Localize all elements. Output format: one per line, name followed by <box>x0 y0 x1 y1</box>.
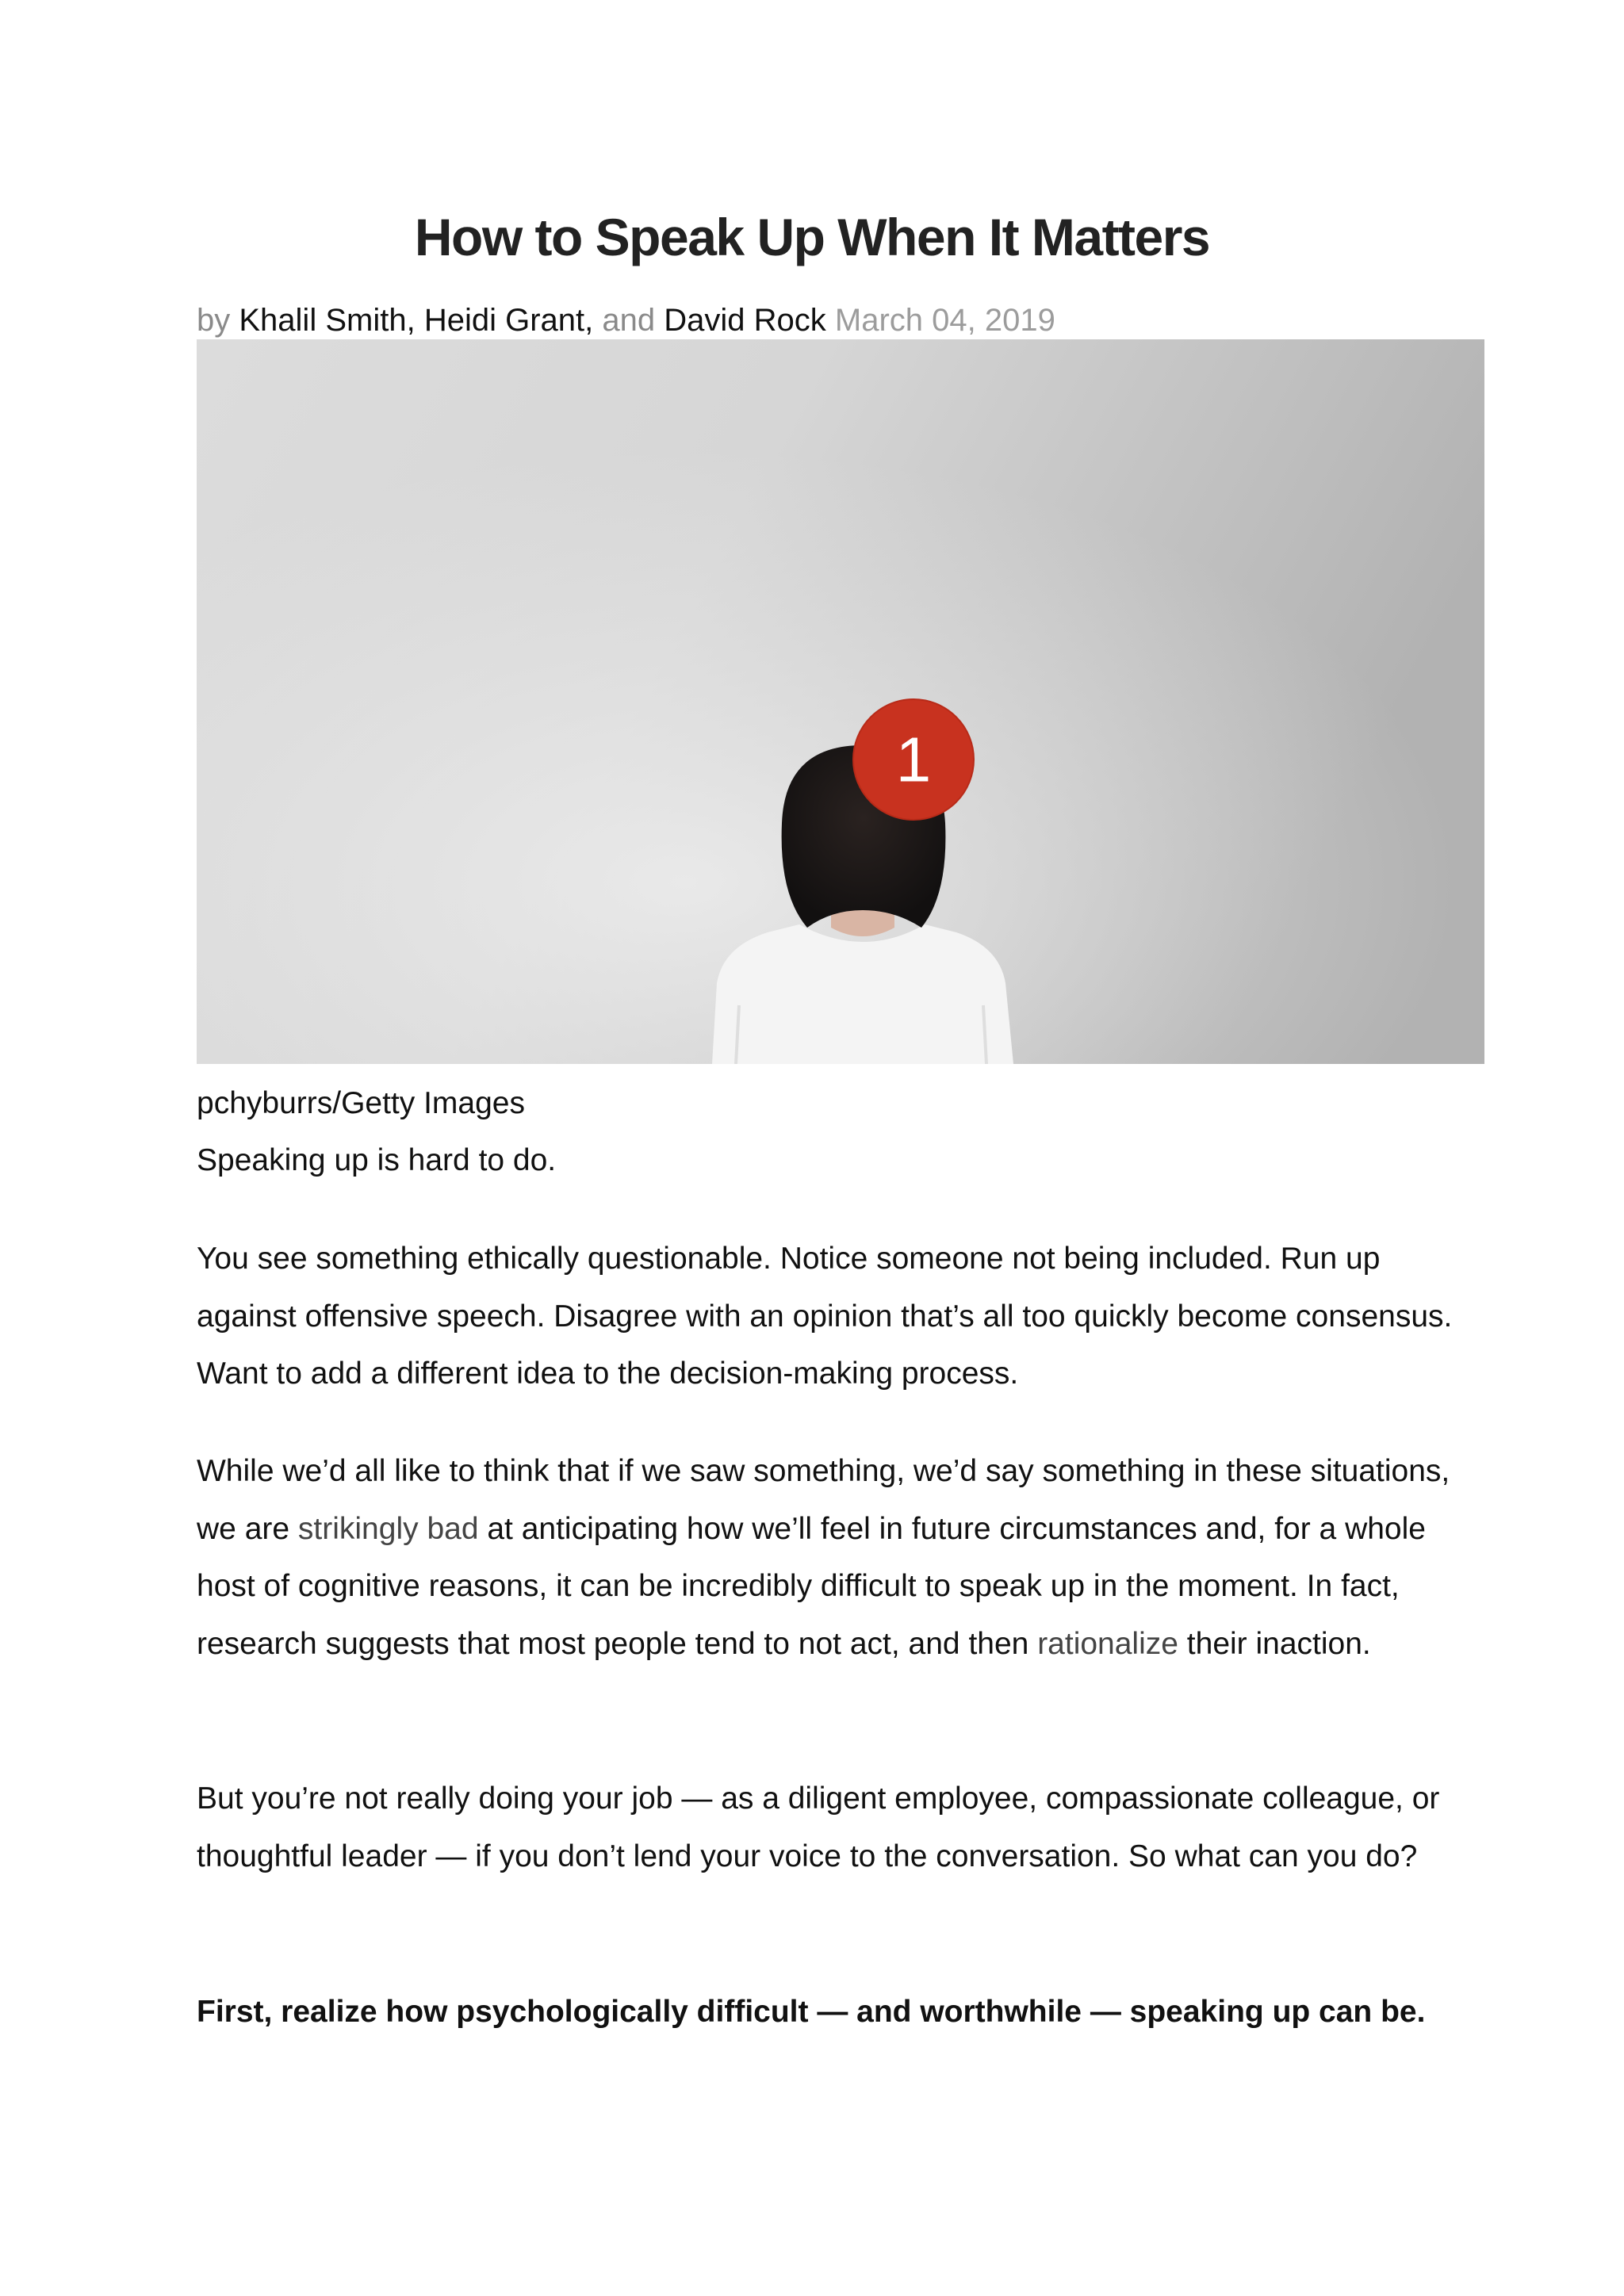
lead-sentence: Speaking up is hard to do. <box>197 1143 557 1177</box>
section-heading: First, realize how psychologically difficult — and worthwhile — speaking up can be. <box>197 1995 1426 2029</box>
author-khalil-smith[interactable]: Khalil Smith, <box>239 303 416 338</box>
author-heidi-grant[interactable]: Heidi Grant, <box>423 303 594 338</box>
paragraph-2-text-b: at anticipating how we’ll feel in future circumstances and, for a whole host of cognitive reasons, it can be incredibly difficult to speak up in the moment. In fact, research suggests that most people tend to not act, and then <box>197 1511 1426 1661</box>
link-rationalize[interactable]: rationalize <box>1037 1626 1178 1661</box>
paragraph-2 <box>197 1443 1465 1673</box>
publish-date: March 04, 2019 <box>834 303 1055 338</box>
paragraph-2-text-a: While we’d all like to think that if we saw something, we’d say something in these situations, we are <box>197 1454 1450 1546</box>
byline-and: and <box>602 303 656 338</box>
paragraph-3: But you’re not really doing your job — as a diligent employee, compassionate colleague, or thoughtful leader — if you don’t lend your voice to the conversation. So what can you do? <box>197 1781 1440 1873</box>
byline-by: by <box>197 303 231 338</box>
link-strikingly-bad[interactable]: strikingly bad <box>297 1511 479 1546</box>
hero-image <box>197 339 1484 1064</box>
paragraph-2-text-c: their inaction. <box>1178 1626 1371 1661</box>
image-caption: pchyburrs/Getty Images <box>197 1086 525 1120</box>
article-title: How to Speak Up When It Matters <box>414 208 1210 266</box>
byline <box>197 298 1055 342</box>
author-david-rock[interactable]: David Rock <box>664 303 826 338</box>
paragraph-1: You see something ethically questionable. Notice someone not being included. Run up against offensive speech. Disagree with an opinion that’s all too quickly become consensus. Want to add a different idea to the decision-making process. <box>197 1242 1453 1391</box>
notification-badge-number: 1 <box>895 724 932 795</box>
